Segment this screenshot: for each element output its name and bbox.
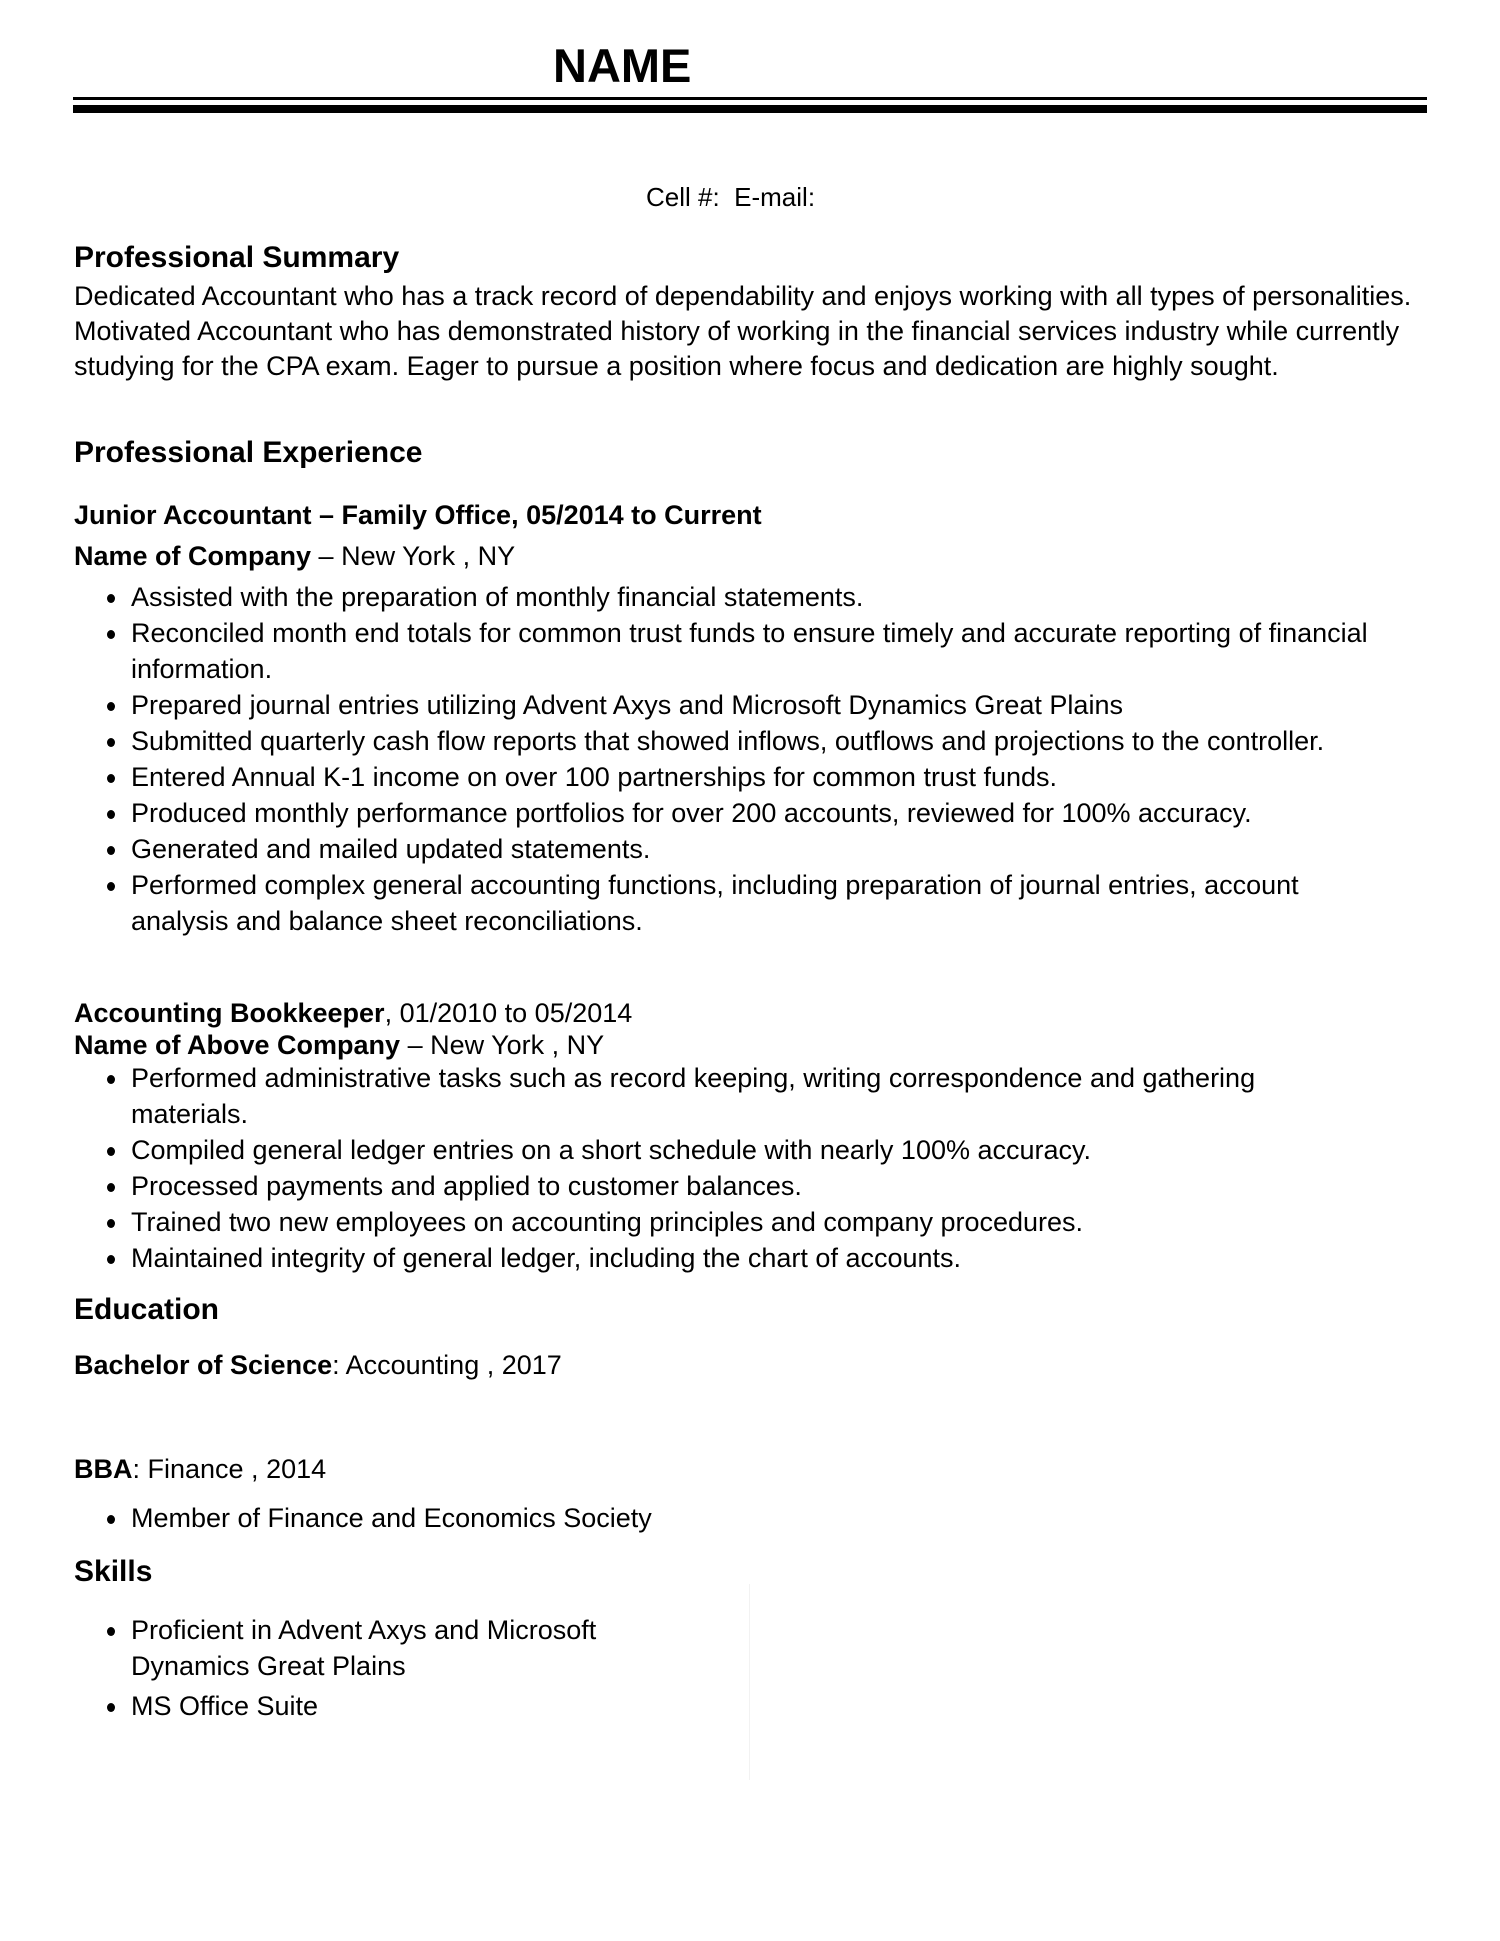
job-company-line	[74, 1027, 604, 1063]
candidate-name: NAME	[553, 39, 692, 92]
job-title-text: Junior Accountant – Family Office, 05/2014 to Current	[74, 500, 762, 530]
column-divider	[749, 1584, 750, 1780]
job-title-text: Accounting Bookkeeper	[74, 998, 385, 1028]
list-item: Performed administrative tasks such as record keeping, writing correspondence and gathering materials.	[74, 1060, 1374, 1132]
company-name: Name of Company	[74, 541, 312, 571]
list-item: Prepared journal entries utilizing Advent Axys and Microsoft Dynamics Great Plains	[74, 687, 1374, 723]
company-location: – New York , NY	[400, 1030, 605, 1060]
education-bullet-list	[74, 1500, 974, 1536]
list-item: Assisted with the preparation of monthly financial statements.	[74, 579, 1374, 615]
job-company-line	[74, 538, 515, 574]
list-item: Performed complex general accounting functions, including preparation of journal entries, account analysis and balance sheet reconciliations.	[74, 867, 1374, 939]
section-heading-summary: Professional Summary	[74, 241, 400, 274]
degree-name: Bachelor of Science	[74, 1350, 333, 1380]
list-item: Entered Annual K-1 income on over 100 partnerships for common trust funds.	[74, 759, 1374, 795]
list-item: MS Office Suite	[74, 1688, 684, 1724]
contact-info: Cell #: E-mail:	[646, 182, 816, 212]
summary-text: Dedicated Accountant who has a track record of dependability and enjoys working with all types of personalities. Motivated Accountant who has demonstrated history of working in the financial services industry while currently studying for the CPA exam. Eager to pursue a position where focus and dedication are highly sought.	[74, 281, 1412, 381]
list-item: Reconciled month end totals for common trust funds to ensure timely and accurate reporting of financial information.	[74, 615, 1374, 687]
list-item: Compiled general ledger entries on a short schedule with nearly 100% accuracy.	[74, 1132, 1374, 1168]
degree-detail: : Accounting , 2017	[332, 1350, 562, 1380]
job-dates: , 01/2010 to 05/2014	[384, 998, 633, 1028]
section-heading-education: Education	[74, 1293, 220, 1326]
list-item: Trained two new employees on accounting principles and company procedures.	[74, 1204, 1374, 1240]
list-item: Produced monthly performance portfolios for over 200 accounts, reviewed for 100% accuracy.	[74, 795, 1374, 831]
degree-detail: : Finance , 2014	[132, 1454, 327, 1484]
list-item: Maintained integrity of general ledger, including the chart of accounts.	[74, 1240, 1374, 1276]
list-item: Proficient in Advent Axys and Microsoft Dynamics Great Plains	[74, 1612, 684, 1684]
job-bullet-list	[74, 1060, 1374, 1276]
list-item: Generated and mailed updated statements.	[74, 831, 1374, 867]
list-item: Submitted quarterly cash flow reports that showed inflows, outflows and projections to the controller.	[74, 723, 1374, 759]
list-item: Processed payments and applied to customer balances.	[74, 1168, 1374, 1204]
job-title	[74, 995, 632, 1031]
job-title	[74, 497, 762, 533]
degree-entry	[74, 1451, 326, 1487]
section-heading-experience: Professional Experience	[74, 436, 423, 469]
list-item: Member of Finance and Economics Society	[74, 1500, 974, 1536]
company-name: Name of Above Company	[74, 1030, 401, 1060]
skills-bullet-list	[74, 1612, 684, 1724]
degree-name: BBA	[74, 1454, 133, 1484]
header-divider-thin	[73, 97, 1427, 100]
job-bullet-list	[74, 579, 1374, 939]
section-heading-skills: Skills	[74, 1555, 153, 1588]
degree-entry	[74, 1347, 562, 1383]
company-location: – New York , NY	[311, 541, 516, 571]
header-divider-thick	[73, 105, 1427, 113]
